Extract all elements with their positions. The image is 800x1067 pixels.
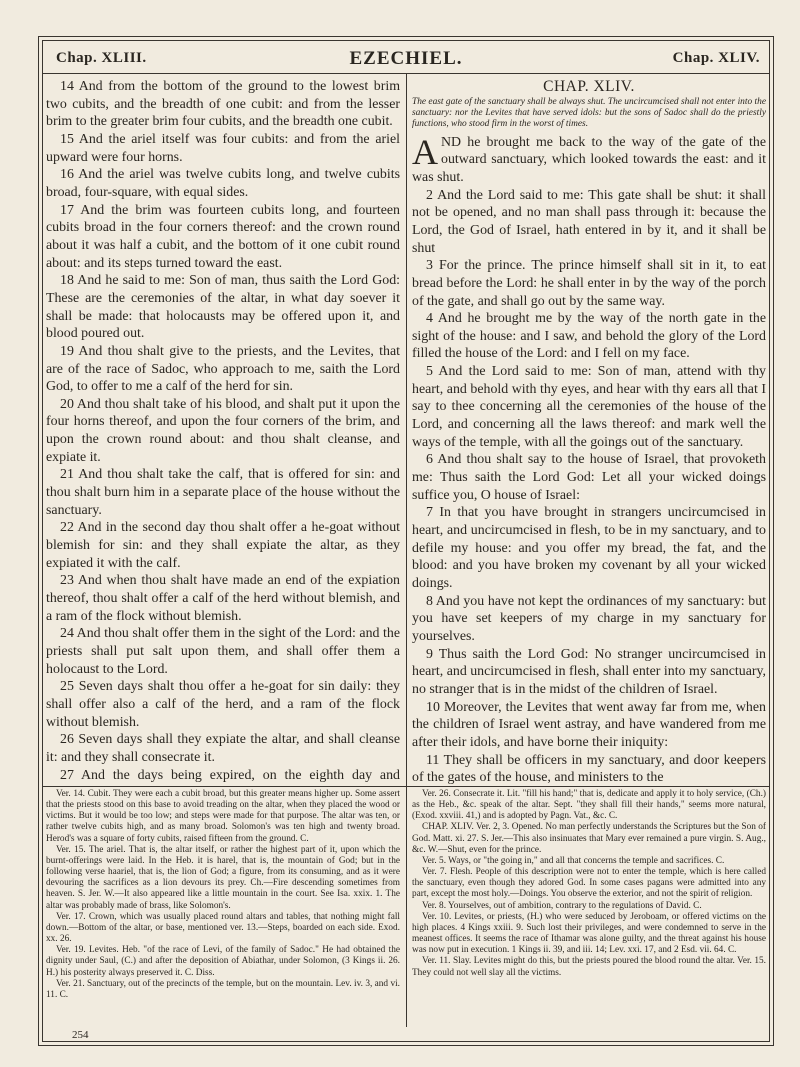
header-book-title: EZECHIEL. [349,48,463,69]
header-chapter-right: Chap. XLIV. [672,50,760,66]
drop-cap: A [412,131,438,172]
footnote: Ver. 15. The ariel. That is, the altar itself, or rather the highest part of it, upon which the burnt-offerings were laid. In the Heb. it is harel, that is, the mountain of God; but in the following verse haariel, that is, the lion of God; a figure, from its consuming, and as it were devouring the sacrifices as a lion devours its prey. Ch.—Fire descending sometimes from heaven. S. Jer. W.—It also appeared like a little mountain in the court. See Isa. xxix. 1. The altar was probably made of brass, like Solomon's. [46,844,400,911]
header-chapter-left: Chap. XLIII. [56,50,147,66]
page-number: 254 [72,1029,89,1041]
verse: 17 And the brim was fourteen cubits long, and fourteen cubits broad in the four corners thereof: and the crown round about it was half a cubit, and the bottom of it one cubit round about: and its steps turned toward the east. [46,202,400,271]
footnotes-right [412,789,766,1023]
footnote: Ver. 17. Crown, which was usually placed round altars and tables, that nothing might fall down.—Bottom of the altar, or base, mentioned ver. 13.—Steps, boarded on each side. Exod. xx. 26. [46,911,400,945]
verse: 18 And he said to me: Son of man, thus saith the Lord God: These are the ceremonies of the altar, in what day soever it shall be made: that holocausts may be offered upon it, and blood poured out. [46,273,400,342]
footnote: Ver. 14. Cubit. They were each a cubit broad, but this greater means higher up. Some assert that the priests stood on this base to avoid treading on the altar, when they placed the wood or victims. But it would be too low; and steps were made for that purpose. The altar was ten, or rather twelve cubits high, and as many broad. Solomon's was ten high and twenty broad. Herod's was a square of forty cubits, raised fifteen from the ground. C. [46,789,400,844]
verse: 21 And thou shalt take the calf, that is offered for sin: and thou shalt burn him in a separate place of the house without the sanctuary. [46,467,400,518]
verse: 9 Thus saith the Lord God: No stranger uncircumcised in heart, and uncircumcised in flesh, shall enter into my sanctuary, no stranger that is in the midst of the children of Israel. [412,646,766,697]
verse: 4 And he brought me by the way of the north gate in the sight of the house: and I saw, and behold the glory of the Lord filled the house of the Lord: and I fell on my face. [412,311,766,362]
running-header [42,48,770,74]
chapter-heading: CHAP. XLIV. [543,78,635,95]
verse: 27 And the days being expired, on the eighth day and [60,767,400,783]
chapter-summary: The east gate of the sanctuary shall be always shut. The uncircumcised shall not enter into the sanctuary: nor the Levites that have served idols: but the sons of Sadoc shall do the priestly functions, who stood firm in the worst of times. [412,97,766,130]
verse: 11 They shall be officers in my sanctuary, and door keepers of the gates of the house, and ministers to the [412,752,766,784]
verse: 23 And when thou shalt have made an end of the expiation thereof, thou shalt offer a calf of the herd without blemish, and a ram of the flock without blemish. [46,573,400,624]
footnote: Ver. 26. Consecrate it. Lit. "fill his hand;" that is, dedicate and apply it to holy service, (Ch.) as the Heb., &c. speak of the altar. Sept. "they shall fill their hands," seems more natural, (Exod. xxviii. 41,) and is adopted by Pagn. Vat., &c. C. [412,789,766,822]
verse: 6 And thou shalt say to the house of Israel, that provoketh me: Thus saith the Lord God: Let all your wicked doings suffice you, O house of Israel: [412,452,766,503]
footnote: CHAP. XLIV. Ver. 2, 3. Opened. No man perfectly understands the Scriptures but the Son of God. Matt. xi. 27. S. Jer.—This also insinuates that Mary ever remained a pure virgin. S. Aug., &c. W.—Shut, even for the prince. [412,822,766,855]
footnote: Ver. 7. Flesh. People of this description were not to enter the temple, which is here called the sanctuary, even though they adored God. In some cases pagans were admitted into any part, except the most holy.—Doings. You observe the exterior, and not the spirit of religion. [412,867,766,900]
verse-first-text: ND he brought me back to the way of the gate of the outward sanctuary, which looked towards the east: and it was shut. [412,134,766,185]
footnote: Ver. 5. Ways, or "the going in," and all that concerns the temple and sacrifices. C. [422,855,725,866]
verse: 24 And thou shalt offer them in the sight of the Lord: and the priests shall put salt upon them, and shall offer them a holocaust to the Lord. [46,626,400,677]
footnote: Ver. 8. Yourselves, out of ambition, contrary to the regulations of David. C. [422,900,702,911]
verse: 10 Moreover, the Levites that went away far from me, when the children of Israel went astray, and have wandered from me after their idols, and have borne their iniquity: [412,699,766,750]
verse: 22 And in the second day thou shalt offer a he-goat without blemish for sin: and they shall expiate the altar, as they expiated it with the calf. [46,520,400,571]
verse: 14 And from the bottom of the ground to the lowest brim two cubits, and the breadth of one cubit: and from the lesser brim to the greater brim four cubits, and the breadth one cubit. [46,79,400,130]
column-divider [406,74,407,786]
verse: 26 Seven days shall they expiate the altar, and shall cleanse it: and they shall consecrate it. [46,732,400,765]
footnote: Ver. 11. Slay. Levites might do this, but the priests poured the blood round the altar. Ver. 15. They could not well slay all the victims. [412,956,766,978]
footnote-divider [406,787,407,1027]
footnote: Ver. 21. Sanctuary, out of the precincts of the temple, but on the mountain. Lev. iv. 3, and vi. 11. C. [46,978,400,1000]
footnotes-left [46,789,400,1023]
verse: 7 In that you have brought in strangers uncircumcised in heart, and uncircumcised in flesh, to be in my sanctuary, and to defile my house: and you offer my bread, the fat, and the blood: and you have broken my covenant by all your wicked doings. [412,505,766,592]
footnote: Ver. 10. Levites, or priests, (H.) who were seduced by Jeroboam, or offered victims on the high places. 4 Kings xxiii. 9. Such lost their privileges, and were condemned to serve in the meanest offices. It seems the race of Ithamar was alone guilty, and the threat against his house was now put in execution. 1 Kings ii. 39, and iii. 14; Lev. xxi. 17, and 2 Esd. vii. 64. C. [412,911,766,956]
footnote: Ver. 19. Levites. Heb. "of the race of Levi, of the family of Sadoc." He had obtained the dignity under Saul, (C.) and after the deposition of Abiathar, under Solomon, (3 Kings ii. 26. H.) his posterity always preserved it. C. Diss. [46,945,400,978]
verse: 15 And the ariel itself was four cubits: and from the ariel upward were four horns. [46,131,400,165]
verse: 8 And you have not kept the ordinances of my sanctuary: but you have set keepers of my charge in my sanctuary for yourselves. [412,593,766,644]
verse: 25 Seven days shalt thou offer a he-goat for sin daily: they shall offer also a calf of the herd, and a ram of the flock without blemish. [46,679,400,730]
verse: 20 And thou shalt take of his blood, and shalt put it upon the four horns thereof, and upon the four corners of the brim, and upon the crown round about: and thou shalt cleanse, and expiate it. [46,396,400,465]
verse-first [412,131,766,187]
verse: 16 And the ariel was twelve cubits long, and twelve cubits broad, four-square, with equal sides. [46,167,400,200]
verse: 19 And thou shalt give to the priests, and the Levites, that are of the race of Sadoc, who approach to me, saith the Lord God, to offer to me a calf of the herd for sin. [46,343,400,395]
verse: 5 And the Lord said to me: Son of man, attend with thy heart, and behold with thy eyes, and hear with thy ears all that I say to thee concerning all the ceremonies of the house of the Lord, and concerning all the laws thereof: and mark well the ways of the temple, with all the goings out of the sanctuary. [412,364,766,450]
verse: 3 For the prince. The prince himself shall sit in it, to eat bread before the Lord: he shall enter in by the way of the porch of the gate, and shall go out by the same way. [412,258,766,309]
right-text-column [412,78,766,784]
verse: 2 And the Lord said to me: This gate shall be shut: it shall not be opened, and no man shall pass through it: because the Lord, the God of Israel, hath entered in by it, and it shall be shut [412,187,766,256]
left-text-column [46,78,400,784]
